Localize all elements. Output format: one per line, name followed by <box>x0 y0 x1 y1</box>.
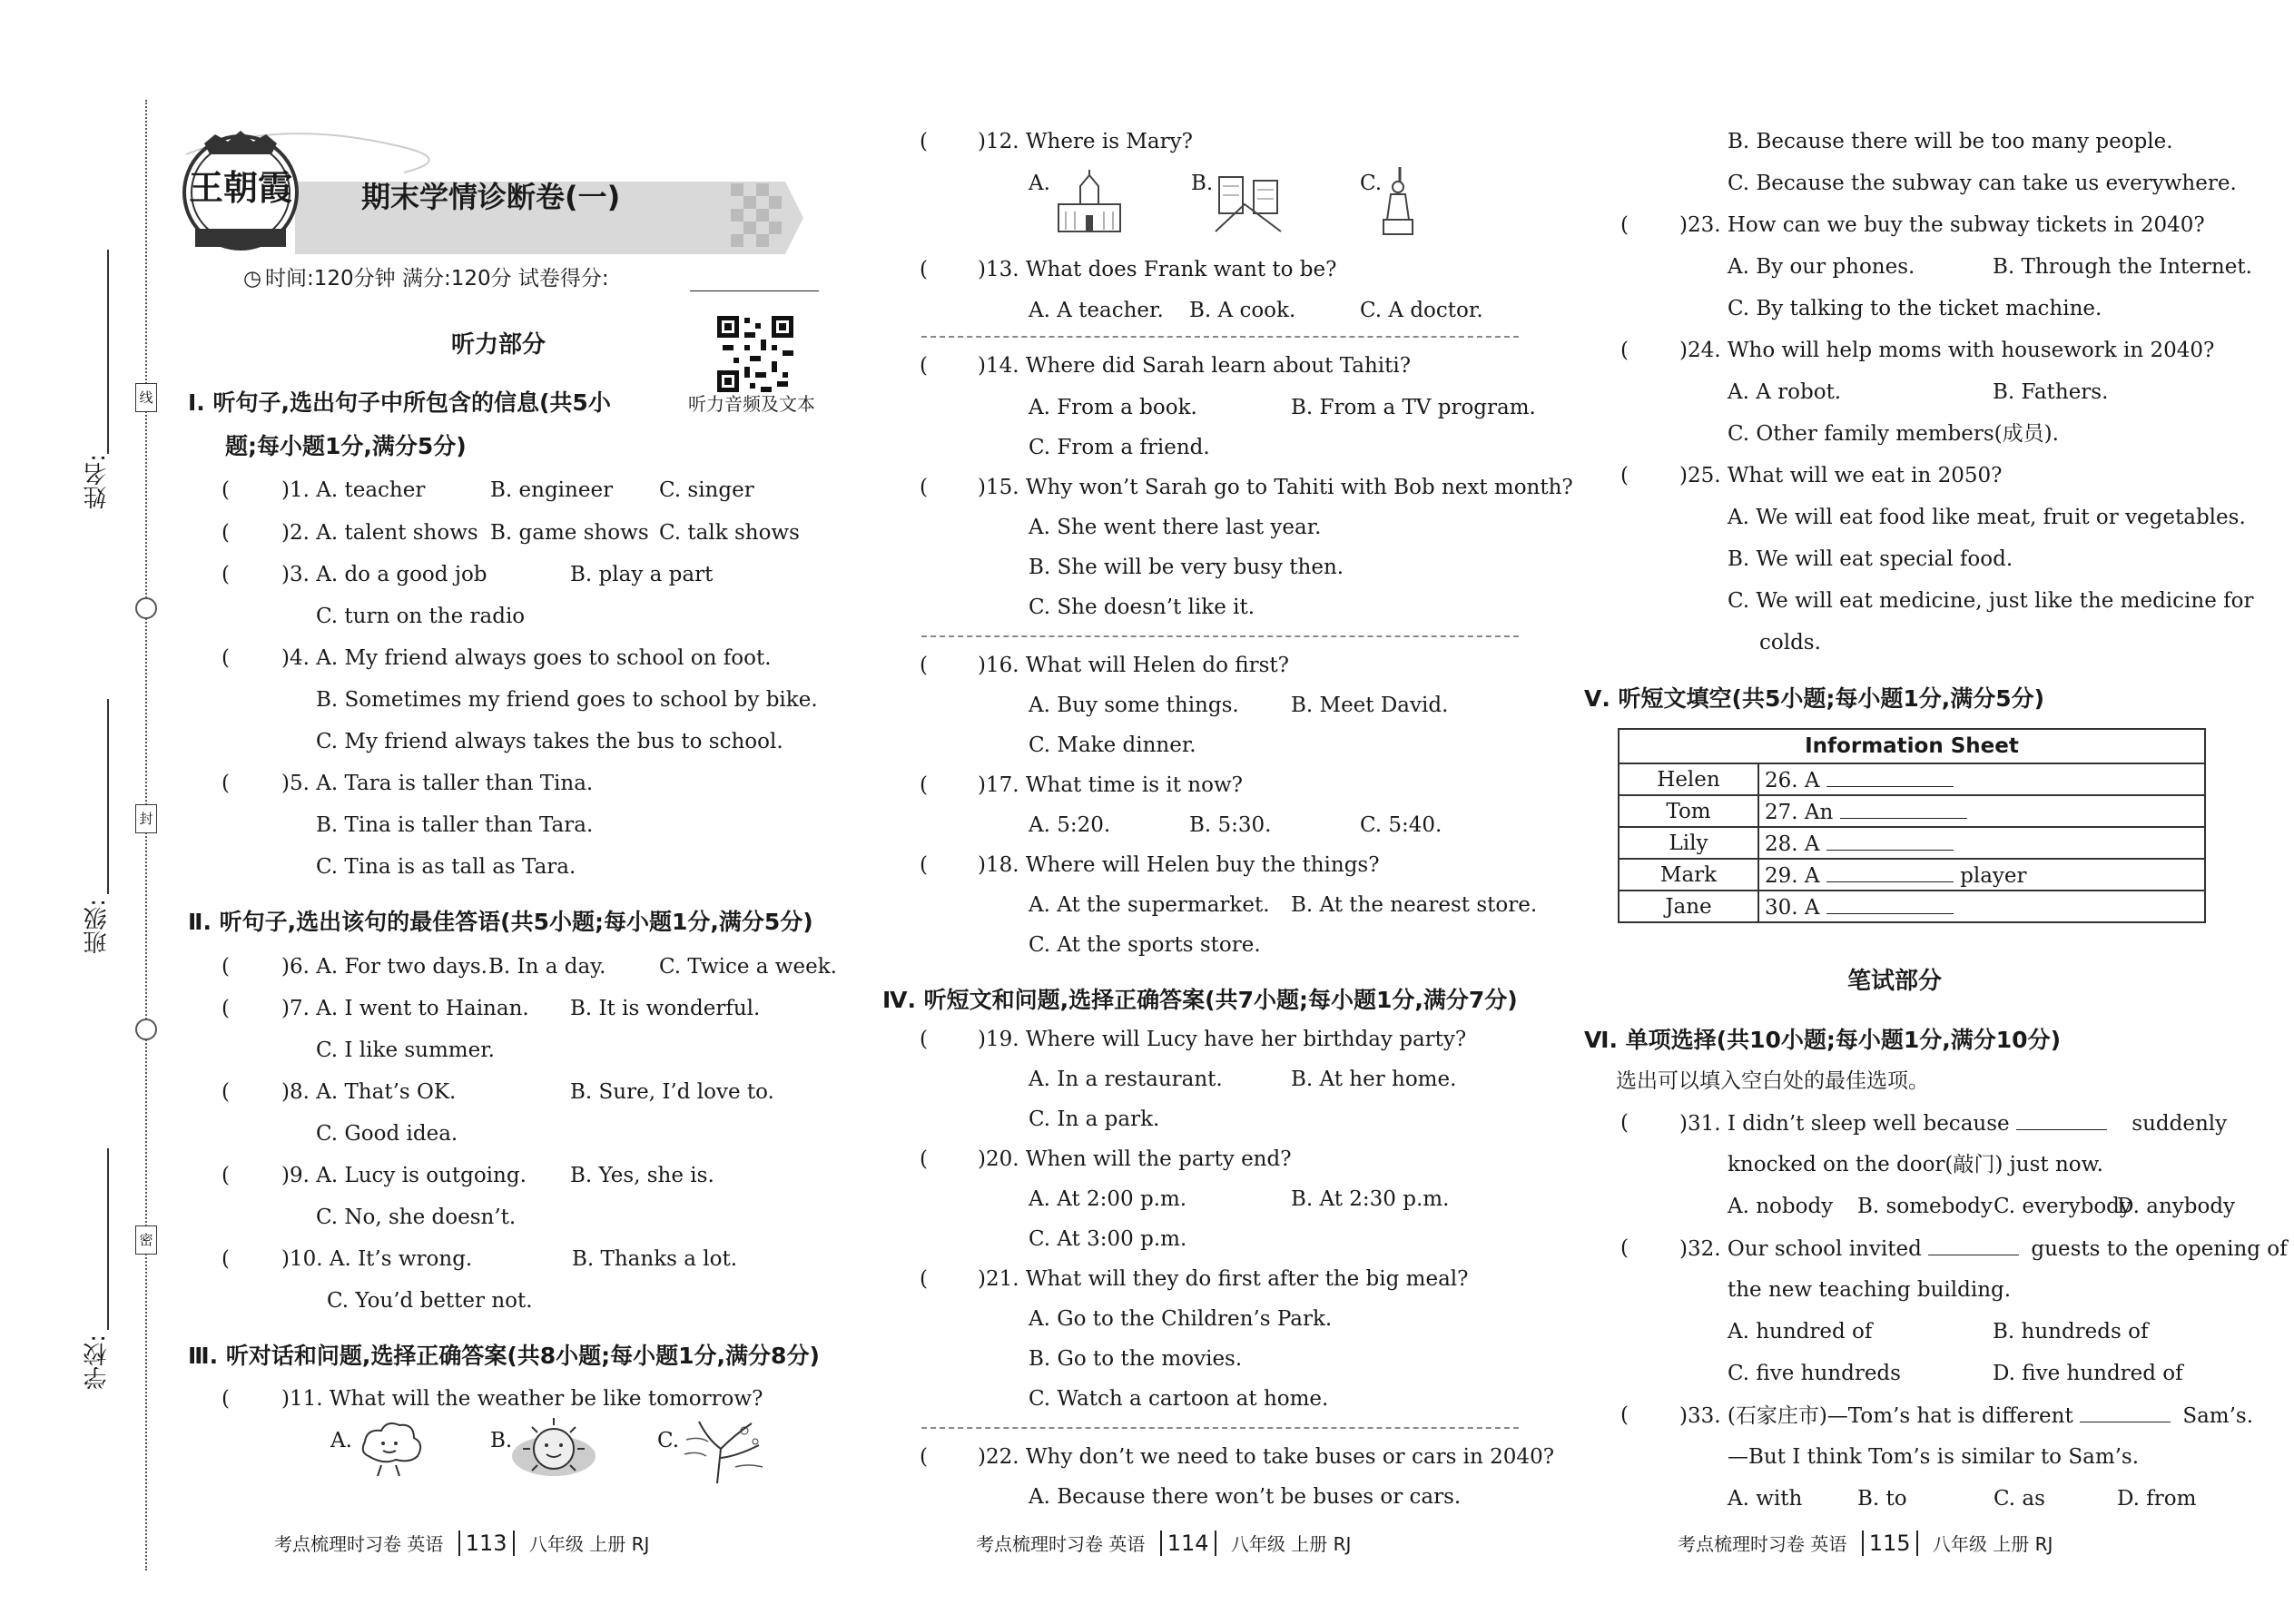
q31-stem-b: suddenly <box>2132 1112 2228 1136</box>
q7-option-b[interactable]: B. It is wonderful. <box>570 997 761 1020</box>
answer-paren-6[interactable]: ( <box>222 955 230 979</box>
q24-stem: )24. Who will help moms with housework in 2040? <box>1679 339 2215 362</box>
q25-option-c-cont: colds. <box>1759 631 1821 655</box>
q16-option-c[interactable]: C. Make dinner. <box>1029 733 1196 757</box>
row-name: Tom <box>1619 795 1758 827</box>
q12-option-b[interactable]: B. <box>1191 172 1214 195</box>
exam-info-line: 时间:120分钟 满分:120分 试卷得分: <box>265 267 609 290</box>
answer-paren-1[interactable]: ( <box>222 478 230 502</box>
answer-paren-24[interactable]: ( <box>1620 339 1629 362</box>
windy-weather-icon <box>681 1412 768 1485</box>
q5-option-c[interactable]: C. Tina is as tall as Tara. <box>316 855 576 879</box>
q2-option-c[interactable]: C. talk shows <box>659 521 800 545</box>
q13-option-c[interactable]: C. A doctor. <box>1360 299 1483 322</box>
q6-stem: )6. A. For two days. <box>281 955 487 979</box>
answer-paren-33[interactable]: ( <box>1620 1403 1629 1427</box>
seal-box-secret: 密 <box>135 1225 157 1255</box>
answer-paren-20[interactable]: ( <box>920 1147 928 1171</box>
q22-option-c[interactable]: C. Because the subway can take us everywhere. <box>1728 172 2237 195</box>
q18-option-a[interactable]: A. At the supermarket. <box>1029 893 1270 917</box>
q18-option-c[interactable]: C. At the sports store. <box>1029 933 1261 957</box>
answer-paren-32[interactable]: ( <box>1620 1236 1629 1260</box>
q8-option-b[interactable]: B. Sure, I’d love to. <box>570 1080 774 1104</box>
q15-option-c[interactable]: C. She doesn’t like it. <box>1029 595 1255 619</box>
answer-paren-8[interactable]: ( <box>222 1080 230 1104</box>
q31-stem <box>1679 1109 2227 1137</box>
q33-stem-line-2: —But I think Tom’s is similar to Sam’s. <box>1728 1445 2140 1469</box>
q12-option-c[interactable]: C. <box>1360 172 1383 195</box>
answer-paren-11[interactable]: ( <box>222 1387 230 1411</box>
q16-option-b[interactable]: B. Meet David. <box>1291 694 1449 717</box>
seal-box-line: 线 <box>135 383 157 412</box>
q21-stem: )21. What will they do first after the big meal? <box>978 1267 1469 1291</box>
footer-1-right: 八年级 上册 RJ <box>528 1533 650 1555</box>
q33-stem <box>1679 1402 2253 1430</box>
q14-option-c[interactable]: C. From a friend. <box>1029 436 1210 459</box>
q31-option-d[interactable]: D. anybody <box>2117 1195 2236 1218</box>
row-name: Jane <box>1619 891 1758 922</box>
q25-option-b[interactable]: B. We will eat special food. <box>1728 547 2013 571</box>
q18-stem: )18. Where will Helen buy the things? <box>978 853 1380 877</box>
q33-option-b[interactable]: B. to <box>1857 1487 1907 1511</box>
footer-1-left: 考点梳理时习卷 英语 <box>274 1533 444 1555</box>
answer-paren-4[interactable]: ( <box>222 646 230 670</box>
q15-option-b[interactable]: B. She will be very busy then. <box>1029 556 1344 579</box>
cloudy-weather-icon <box>356 1416 427 1483</box>
q17-option-b[interactable]: B. 5:30. <box>1189 813 1272 837</box>
q21-option-a[interactable]: A. Go to the Children’s Park. <box>1029 1307 1333 1331</box>
q7-stem: )7. A. I went to Hainan. <box>281 997 529 1020</box>
footer-2-right: 八年级 上册 RJ <box>1230 1533 1352 1555</box>
q6-option-c[interactable]: C. Twice a week. <box>659 955 837 979</box>
answer-paren-9[interactable]: ( <box>222 1164 230 1187</box>
information-sheet-table <box>1618 728 2206 923</box>
q25-stem: )25. What will we eat in 2050? <box>1679 464 2003 487</box>
logo-text: 王朝霞 <box>189 168 293 208</box>
q32-stem-a: )32. Our school invited <box>1679 1237 1922 1261</box>
q31-stem-a: )31. I didn’t sleep well because <box>1679 1112 2010 1136</box>
answer-paren-21[interactable]: ( <box>920 1267 928 1291</box>
q33-blank[interactable] <box>2080 1402 2171 1422</box>
answer-paren-12[interactable]: ( <box>920 130 928 153</box>
q9-stem: )9. A. Lucy is outgoing. <box>281 1164 527 1187</box>
table-row <box>1619 827 2205 859</box>
page-number-114: 114 <box>1160 1530 1216 1556</box>
row-answer[interactable]: 26. A <box>1758 763 2205 795</box>
q23-option-b[interactable]: B. Through the Internet. <box>1993 255 2252 279</box>
q4-stem: )4. A. My friend always goes to school on foot. <box>281 646 772 670</box>
row-answer[interactable]: 30. A <box>1758 891 2205 922</box>
table-row <box>1619 763 2205 795</box>
answer-paren-23[interactable]: ( <box>1620 213 1629 237</box>
q33-option-c[interactable]: C. as <box>1994 1487 2045 1511</box>
row-name: Helen <box>1619 763 1758 795</box>
q15-option-a[interactable]: A. She went there last year. <box>1029 516 1322 539</box>
q32-stem-line-2: the new teaching building. <box>1728 1278 2012 1302</box>
q11-option-b[interactable]: B. <box>490 1429 513 1452</box>
q12-stem: )12. Where is Mary? <box>978 130 1193 153</box>
q20-stem: )20. When will the party end? <box>978 1147 1292 1171</box>
q11-stem: )11. What will the weather be like tomorrow? <box>281 1387 763 1411</box>
footer-2-left: 考点梳理时习卷 英语 <box>976 1533 1146 1555</box>
q3-stem: )3. A. do a good job <box>281 563 487 586</box>
footer-3 <box>1678 1530 2053 1556</box>
q32-stem <box>1679 1235 2288 1263</box>
q10-option-c[interactable]: C. You’d better not. <box>327 1289 533 1313</box>
section-4-heading: Ⅳ. 听短文和问题,选择正确答案(共7小题;每小题1分,满分7分) <box>882 987 1518 1013</box>
answer-paren-18[interactable]: ( <box>920 853 928 877</box>
q21-option-b[interactable]: B. Go to the movies. <box>1029 1347 1243 1371</box>
table-row <box>1619 859 2205 891</box>
qr-caption: 听力音频及文本 <box>688 393 815 415</box>
q33-stem-a: )33. (石家庄市)—Tom’s hat is different <box>1679 1404 2073 1428</box>
q19-stem: )19. Where will Lucy have her birthday party? <box>978 1028 1467 1051</box>
q13-option-a[interactable]: A. A teacher. <box>1029 299 1164 322</box>
passage-separator <box>921 1427 1519 1429</box>
q2-option-b[interactable]: B. game shows <box>490 521 649 545</box>
palace-building-icon <box>1053 168 1126 237</box>
q13-option-b[interactable]: B. A cook. <box>1189 299 1296 322</box>
q4-option-b[interactable]: B. Sometimes my friend goes to school by bike. <box>316 688 818 712</box>
q19-option-a[interactable]: A. In a restaurant. <box>1029 1068 1223 1091</box>
answer-paren-5[interactable]: ( <box>222 772 230 795</box>
section-6-heading: Ⅵ. 单项选择(共10小题;每小题1分,满分10分) <box>1584 1027 2062 1053</box>
q31-option-b[interactable]: B. somebody <box>1857 1195 1993 1218</box>
q25-option-c[interactable]: C. We will eat medicine, just like the medicine for <box>1728 589 2254 613</box>
q1-stem: )1. A. teacher <box>281 478 426 502</box>
q7-option-c[interactable]: C. I like summer. <box>316 1038 495 1062</box>
answer-paren-2[interactable]: ( <box>222 521 230 545</box>
footer-3-left: 考点梳理时习卷 英语 <box>1678 1533 1847 1555</box>
name-line[interactable] <box>107 250 109 454</box>
row-name: Mark <box>1619 859 1758 891</box>
answer-paren-22[interactable]: ( <box>920 1445 928 1469</box>
q33-stem-b: Sam’s. <box>2182 1404 2254 1428</box>
q12-option-a[interactable]: A. <box>1029 172 1050 195</box>
q2-stem: )2. A. talent shows <box>281 521 478 545</box>
q31-blank[interactable] <box>2016 1109 2107 1130</box>
q31-stem-line-2: knocked on the door(敲门) just now. <box>1728 1153 2103 1176</box>
q32-option-a[interactable]: A. hundred of <box>1728 1320 1873 1343</box>
row-answer[interactable]: 27. An <box>1758 795 2205 827</box>
q22-option-b[interactable]: B. Because there will be too many people. <box>1728 130 2173 153</box>
q20-option-a[interactable]: A. At 2:00 p.m. <box>1029 1187 1187 1211</box>
q3-option-b[interactable]: B. play a part <box>570 563 714 586</box>
q32-option-c[interactable]: C. five hundreds <box>1728 1362 1901 1385</box>
part-listening-heading: 听力部分 <box>451 331 546 359</box>
page-title: 期末学情诊断卷(一) <box>361 180 621 214</box>
q13-stem: )13. What does Frank want to be? <box>978 258 1337 281</box>
q16-option-a[interactable]: A. Buy some things. <box>1029 694 1239 717</box>
q4-option-c[interactable]: C. My friend always takes the bus to school. <box>316 730 783 753</box>
row-answer[interactable]: 29. A player <box>1758 859 2205 891</box>
answer-paren-13[interactable]: ( <box>920 258 928 281</box>
part-writing-heading: 笔试部分 <box>1847 968 1943 995</box>
answer-paren-10[interactable]: ( <box>222 1247 230 1271</box>
q22-stem: )22. Why don’t we need to take buses or cars in 2040? <box>978 1445 1555 1469</box>
table-row <box>1619 891 2205 922</box>
q1-option-b[interactable]: B. engineer <box>490 478 614 502</box>
section-3-heading: Ⅲ. 听对话和问题,选择正确答案(共8小题;每小题1分,满分8分) <box>188 1343 820 1369</box>
answer-paren-17[interactable]: ( <box>920 773 928 797</box>
q9-option-b[interactable]: B. Yes, she is. <box>570 1164 714 1187</box>
q5-stem: )5. A. Tara is taller than Tina. <box>281 772 594 795</box>
binding-hole-1 <box>135 597 157 619</box>
q11-option-c[interactable]: C. <box>657 1429 680 1452</box>
table-title: Information Sheet <box>1619 729 2205 763</box>
q23-option-a[interactable]: A. By our phones. <box>1728 255 1915 279</box>
name-label: 姓名: <box>84 454 111 509</box>
q5-option-b[interactable]: B. Tina is taller than Tara. <box>316 813 594 837</box>
q10-stem: )10. A. It’s wrong. <box>281 1247 473 1271</box>
q24-option-a[interactable]: A. A robot. <box>1728 380 1842 404</box>
footer-1 <box>274 1530 649 1556</box>
q32-blank[interactable] <box>1928 1235 2019 1255</box>
q32-stem-b: guests to the opening of <box>2031 1237 2288 1261</box>
q24-option-b[interactable]: B. Fathers. <box>1993 380 2109 404</box>
q11-option-a[interactable]: A. <box>330 1429 352 1452</box>
clock-icon: ◷ <box>243 267 262 290</box>
answer-paren-14[interactable]: ( <box>920 354 928 378</box>
answer-paren-16[interactable]: ( <box>920 654 928 677</box>
statue-of-liberty-icon <box>1371 165 1425 238</box>
q19-option-b[interactable]: B. At her home. <box>1291 1068 1457 1091</box>
q33-option-d[interactable]: D. from <box>2117 1487 2197 1511</box>
qr-code-icon[interactable] <box>717 316 793 392</box>
answer-paren-15[interactable]: ( <box>920 476 928 499</box>
q21-option-c[interactable]: C. Watch a cartoon at home. <box>1029 1387 1329 1411</box>
section-1-heading-line-1: Ⅰ. 听句子,选出句子中所包含的信息(共5小 <box>188 389 611 416</box>
q16-stem: )16. What will Helen do first? <box>978 654 1290 677</box>
footer-3-right: 八年级 上册 RJ <box>1932 1533 2053 1555</box>
dialog-separator-1 <box>921 336 1519 338</box>
school-line[interactable] <box>107 1148 109 1330</box>
class-label: 班级: <box>84 899 111 954</box>
section-6-instruction: 选出可以填入空白处的最佳选项。 <box>1616 1069 1929 1093</box>
q18-option-b[interactable]: B. At the nearest store. <box>1291 893 1538 917</box>
q20-option-c[interactable]: C. At 3:00 p.m. <box>1029 1227 1187 1251</box>
q14-option-b[interactable]: B. From a TV program. <box>1291 396 1536 419</box>
row-answer[interactable]: 28. A <box>1758 827 2205 859</box>
sunny-weather-icon <box>510 1412 597 1485</box>
q8-option-c[interactable]: C. Good idea. <box>316 1122 458 1146</box>
q19-option-c[interactable]: C. In a park. <box>1029 1107 1160 1131</box>
answer-paren-3[interactable]: ( <box>222 563 230 586</box>
q23-option-c[interactable]: C. By talking to the ticket machine. <box>1728 297 2102 320</box>
q17-option-c[interactable]: C. 5:40. <box>1360 813 1442 837</box>
answer-paren-31[interactable]: ( <box>1620 1111 1629 1135</box>
q32-option-b[interactable]: B. hundreds of <box>1993 1320 2149 1343</box>
section-5-heading: Ⅴ. 听短文填空(共5小题;每小题1分,满分5分) <box>1584 685 2045 712</box>
section-2-heading: Ⅱ. 听句子,选出该句的最佳答语(共5小题;每小题1分,满分5分) <box>188 909 813 935</box>
q32-option-d[interactable]: D. five hundred of <box>1993 1362 2183 1385</box>
q17-option-a[interactable]: A. 5:20. <box>1029 813 1111 837</box>
seal-box-seal: 封 <box>135 804 157 833</box>
q24-option-c[interactable]: C. Other family members(成员). <box>1728 422 2059 446</box>
q25-option-a[interactable]: A. We will eat food like meat, fruit or vegetables. <box>1728 506 2246 529</box>
q23-stem: )23. How can we buy the subway tickets in 2040? <box>1679 213 2205 237</box>
q8-stem: )8. A. That’s OK. <box>281 1080 457 1104</box>
q31-option-a[interactable]: A. nobody <box>1728 1195 1834 1218</box>
row-name: Lily <box>1619 827 1758 859</box>
class-line[interactable] <box>107 699 109 894</box>
answer-paren-19[interactable]: ( <box>920 1028 928 1051</box>
q9-option-c[interactable]: C. No, she doesn’t. <box>316 1206 517 1229</box>
page-number-115: 115 <box>1862 1530 1918 1556</box>
school-label: 学校: <box>84 1334 111 1390</box>
table-row <box>1619 795 2205 827</box>
q14-option-a[interactable]: A. From a book. <box>1029 396 1197 419</box>
q20-option-b[interactable]: B. At 2:30 p.m. <box>1291 1187 1450 1211</box>
q22-option-a[interactable]: A. Because there won’t be buses or cars. <box>1029 1485 1462 1509</box>
binding-hole-2 <box>135 1019 157 1040</box>
q1-option-c[interactable]: C. singer <box>659 478 754 502</box>
q31-option-c[interactable]: C. everybody <box>1994 1195 2132 1218</box>
score-blank[interactable] <box>690 290 819 291</box>
q10-option-b[interactable]: B. Thanks a lot. <box>572 1247 738 1271</box>
page-number-113: 113 <box>458 1530 515 1556</box>
answer-paren-7[interactable]: ( <box>222 997 230 1020</box>
answer-paren-25[interactable]: ( <box>1620 464 1629 487</box>
q33-option-a[interactable]: A. with <box>1728 1487 1803 1511</box>
street-scene-icon <box>1212 168 1285 237</box>
binding-dotted-line <box>145 100 147 1570</box>
q3-option-c[interactable]: C. turn on the radio <box>316 605 526 628</box>
q6-option-b[interactable]: B. In a day. <box>488 955 606 979</box>
dialog-separator-2 <box>921 635 1519 637</box>
footer-2 <box>976 1530 1351 1556</box>
q17-stem: )17. What time is it now? <box>978 773 1243 797</box>
q14-stem: )14. Where did Sarah learn about Tahiti? <box>978 354 1412 378</box>
q15-stem: )15. Why won’t Sarah go to Tahiti with Bob next month? <box>978 476 1573 499</box>
section-1-heading-line-2: 题;每小题1分,满分5分) <box>225 433 467 459</box>
